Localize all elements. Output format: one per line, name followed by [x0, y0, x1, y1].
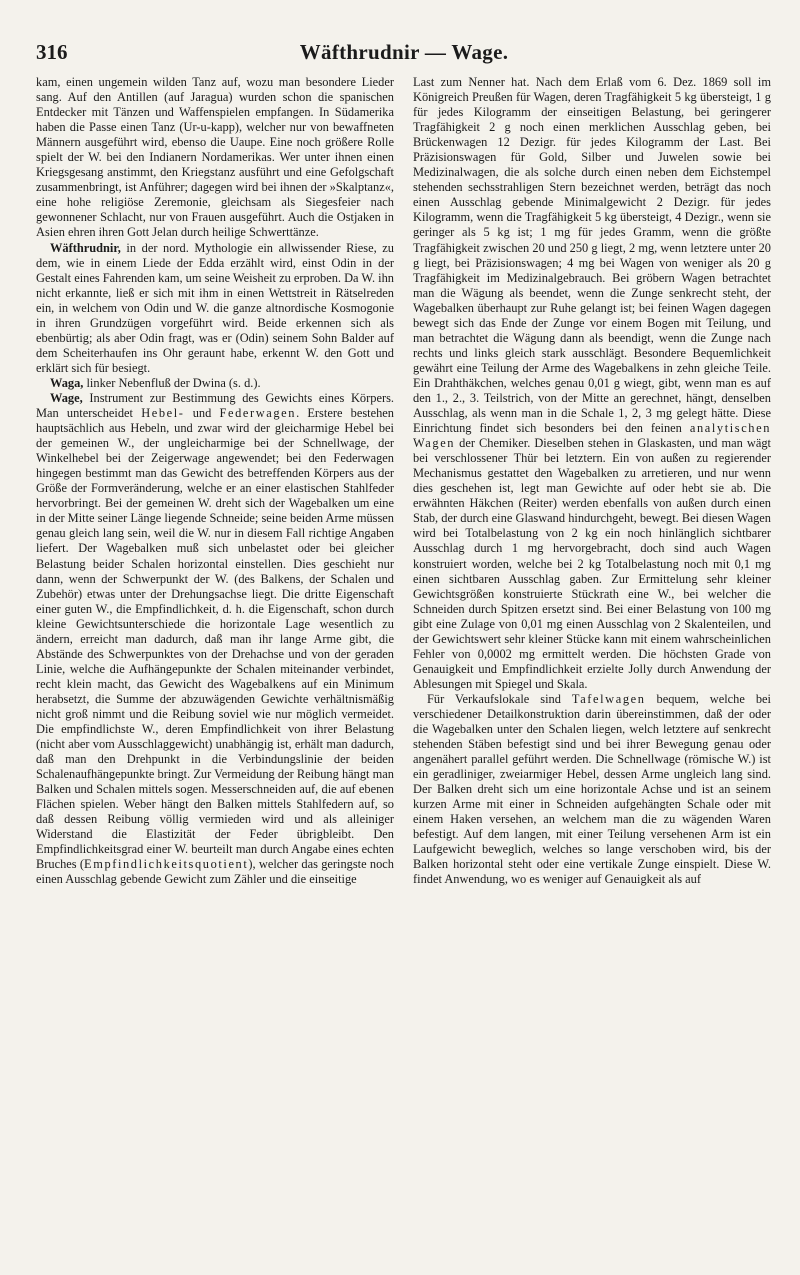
paragraph-tafelwagen	[413, 692, 771, 888]
running-title: Wäfthrudnir — Wage.	[299, 40, 509, 64]
paragraph-text: Last zum Nenner hat. Nach dem Erlaß vom 6. Dez. 1869 soll im Königreich Preußen für Wagen, deren Tragfähigkeit 5 kg übersteigt, 1 g für jedes Kilogramm der einseitigen Belastung, bei geringerer Tragfähigkeit 2 g noch einen merklichen Ausschlag geben, bei Brückenwagen 12 Dezigr. für jedes Kilogramm der Last. Bei Präzisionswagen für Gold, Silber und Juwelen sowie bei Medizinalwagen, die als solche durch einen neben dem Eichstempel stehenden sechsstrahligen Stern bezeichnet werden, beträgt das noch einen Ausschlag gebende Minimalgewicht 2 Dezigr. für jedes Kilogramm, wenn die Tragfähigkeit 5 kg übersteigt, 4 Dezigr., wenn sie geringer als 5 kg ist; 1 mg für jedes Gramm, wenn die größte Tragfähigkeit zwischen 20 und 250 g liegt, 2 mg, wenn letztere unter 20 g liegt, bei Präzisionswagen; 4 mg bei Wagen von weniger als 20 g Tragfähigkeit im Medizinalgebrauch. Bei gröbern Wagen betrachtet man die Wägung als beendet, wenn die Zunge senkrecht steht, der Wagebalken überhaupt zur Ruhe gelangt ist; bei feinen Wagen dagegen bewegt sich das Ende der Zunge vor einem Bogen mit Teilung, und man betrachtet die Wägung dann als beendigt, wenn die Zunge nach rechts und links gleich stark ausschlägt. Besondere Bequemlichkeit gewährt eine Teilung der Arme des Wagebalkens in zehn gleiche Teile. Ein Drahthäkchen, welches genau 0,01 g wiegt, gibt, wenn man es auf den 1., 2., 3. Teilstrich, von der Mitte an gerechnet, hängt, denselben Ausschlag, als wenn man in die Schale 1, 2, 3 mg gelegt hätte. Diese Einrichtung findet sich besonders bei den feinen	[413, 75, 771, 436]
entry-text: Instrument zur Bestimmung des Gewichts eines Körpers. Man unterscheidet	[36, 390, 394, 421]
entry-text: ), welcher das geringste noch einen Ausschlag gebende Gewicht zum Zähler und die einseitige	[36, 857, 394, 887]
term-empfindlichkeitsquotient: Empfindlichkeitsquotient	[84, 857, 249, 872]
term-hebelwagen: Hebel-	[141, 406, 185, 421]
entry-text: und	[184, 406, 220, 421]
paragraph-text: der Chemiker. Dieselben stehen in Glaskasten, und man wägt bei verschlossener Thür bei letztern. Ein von außen zu regierender Mechanismus gestattet den Wagebalken zu arretieren, und nur wenn dies geschehen ist, legt man Gewichte auf oder hebt sie ab. Die erwähnten Häkchen (Reiter) werden ebenfalls von außen durch einen Stab, der durch eine Glaswand hindurchgeht, bewegt. Bei diesen Wagen wird bei Totalbelastung von 2 kg ein noch hinlänglich sichtbarer Ausschlag durch 1 mg hervorgebracht, doch sind auch Wagen konstruiert worden, welche bei 2 kg Totalbelastung noch mit 0,1 mg einen sichtbaren Ausschlag gaben. Zur Ermittelung sehr kleiner Gewichtsgrößen konstruierte Stückrath eine W., bei welcher die Schneiden durch Spitzen ersetzt sind. Bei einer Belastung von 100 mg gibt eine Zulage von 0,01 mg einen Ausschlag von 2 Skalenteilen, und der Gewichtswert sehr kleiner Stücke kann mit einem wahrscheinlichen Fehler von 0,0002 mg ermittelt werden. Die höchsten Grade von Genauigkeit und Empfindlichkeit erzielte Jolly durch Anwendung der Ablesungen mit Spiegel und Skala.	[413, 436, 771, 691]
entry-wage	[36, 391, 394, 888]
entry-waefthrudnir	[36, 241, 394, 376]
right-column	[413, 75, 771, 1260]
page-number: 316	[36, 40, 68, 64]
entry-text: . Erstere bestehen hauptsächlich aus Hebeln, und zwar wird der gleicharmige Hebel bei der gemeinen W., der ungleicharmige bei der Schnellwage, der Winkelhebel bei der Zeigerwage angewendet; bei den Federwagen hingegen bestimmt man das Gewicht des betreffenden Körpers aus der Größe der Formveränderung, welche er an einer elastischen Stahlfeder hervorbringt. Bei der gemeinen W. dreht sich der Wagebalken um eine in der Mitte seiner Länge liegende Schneide; seine beiden Arme müssen genau gleich lang sein, weil die W. nur in diesem Fall richtige Angaben liefert. Der Wagebalken muß sich unbelastet oder bei gleicher Belastung beider Schalen horizontal einstellen. Dies geschieht nur dann, wenn der Schwerpunkt der W. (des Balkens, der Schalen und Zubehör) etwas unter der Drehungsachse liegt. Die dritte Eigenschaft einer guten W., die Empfindlichkeit, d. h. die Eigenschaft, schon durch kleine Gewichtsunterschiede die horizontale Lage wesentlich zu ändern, erreicht man dadurch, daß man ihr lange Arme gibt, die Abstände des Schwerpunktes von der Drehachse und von der geraden Linie, welche die Aufhängepunkte der Schalen miteinander verbindet, recht klein macht, das Gewicht des Wagebalkens auf ein Minimum herabsetzt, die Summe der abzuwägenden Gewichte verhältnismäßig nicht groß nimmt und die Reibung soviel wie nur möglich vermeidet. Die empfindlichste W., deren Empfindlichkeit von ihrer Belastung (nicht aber vom Ausschlaggewicht) unabhängig ist, erhält man dadurch, daß man den Drehpunkt in die Verbindungslinie der beiden Schalenaufhängepunkte bringt. Zur Vermeidung der Reibung hängt man Balken und Schalen mittels sogen. Messerschneiden auf, die auf ebenen Flächen spielen. Weber hängt den Balken mittels Stahlfedern auf, so daß dessen Reibung völlig vermieden wird und als alleiniger Widerstand die Elastizität der Feder übrigbleibt. Den Empfindlichkeitsgrad einer W. beurteilt man durch Angabe eines echten Bruches (	[36, 406, 394, 872]
text-columns	[36, 75, 771, 1260]
lemma-waga: Waga,	[50, 375, 84, 390]
paragraph-text: kam, einen ungemein wilden Tanz auf, wozu man besondere Lieder sang. Auf den Antillen (auf Jaragua) wurden schon die spanischen Entdecker mit Tänzen und Waffenspielen empfangen. In Südamerika haben die Passe einen Tanz (Ur-u-kapp), welcher nur von bewaffneten Männern ausgeführt wird, ebenso die Uaupe. Eine noch größere Rolle spielt der W. bei den Indianern Nordamerikas. Wer unter ihnen einen Kriegsgesang anstimmt, den Kriegstanz ausführt und eine Gefolgschaft zusammenbringt, ist Anführer; dagegen wird bei ihnen der »Skalptanz«, eine hohe religiöse Zeremonie, gleichsam als Siegesfeier nach gewonnener Schlacht, nur von Frauen ausgeführt. Auch die Ostjaken in Asien ehren ihren Gott Jelan durch heilige Schwerttänze.	[36, 75, 394, 240]
paragraph-text: Für Verkaufslokale sind	[427, 691, 572, 706]
paragraph-wage-continuation	[413, 75, 771, 692]
entry-text: linker Nebenfluß der Dwina (s. d.).	[83, 375, 261, 390]
lemma-waefthrudnir: Wäfthrudnir,	[50, 240, 121, 255]
page-header	[36, 40, 772, 74]
lemma-wage: Wage,	[50, 390, 83, 405]
entry-waga	[36, 376, 394, 391]
term-analytische-wagen: analytischen Wagen	[413, 421, 771, 451]
left-column	[36, 75, 394, 1260]
paragraph-text: bequem, welche bei verschiedener Detailkonstruktion darin übereinstimmen, daß der oder die Wagebalken unter den Schalen liegen, welch letztere auf senkrecht stehenden Stäben befestigt sind und bei ihrer Bewegung genau oder angenähert parallel geführt werden. Die Schnellwage (römische W.) ist ein geradliniger, zweiarmiger Hebel, dessen Arme ungleich lang sind. Der Balken dreht sich um eine horizontale Achse und ist an seinem kurzen Arme mit einer in Schneiden aufgehängten Schale oder mit einem Haken versehen, an welchem man die zu wägenden Waren befestigt. Auf dem langen, mit einer Teilung versehenen Arm ist ein Laufgewicht beweglich, welches so lange verschoben wird, bis der Balken horizontal steht oder eine vertikale Zunge einspielt. Diese W. findet Anwendung, wo es weniger auf Genauigkeit als auf	[413, 691, 771, 887]
paragraph-dance-continuation	[36, 75, 394, 241]
term-tafelwagen: Tafelwagen	[571, 691, 646, 706]
entry-text: in der nord. Mythologie ein allwissender Riese, zu dem, wie in einem Liede der Edda erzählt wird, einst Odin in der Gestalt eines Fahrenden kam, um seine Weisheit zu erproben. Da W. ihn nicht erkannte, ließ er sich mit ihm in einen Wettstreit in Rätselreden ein, in welchem von Odin und W. die ganze altnordische Kosmogonie in ihren Grundzügen vorgeführt wird. Beide erkennen sich als ebenbürtig; als aber Odin fragt, was er (Odin) seinem Sohn Balder auf dem Scheiterhaufen ins Ohr geraunt habe, erkennt W. den Gott und erklärt sich für besiegt.	[36, 240, 394, 375]
term-federwagen: Federwagen	[219, 406, 297, 421]
